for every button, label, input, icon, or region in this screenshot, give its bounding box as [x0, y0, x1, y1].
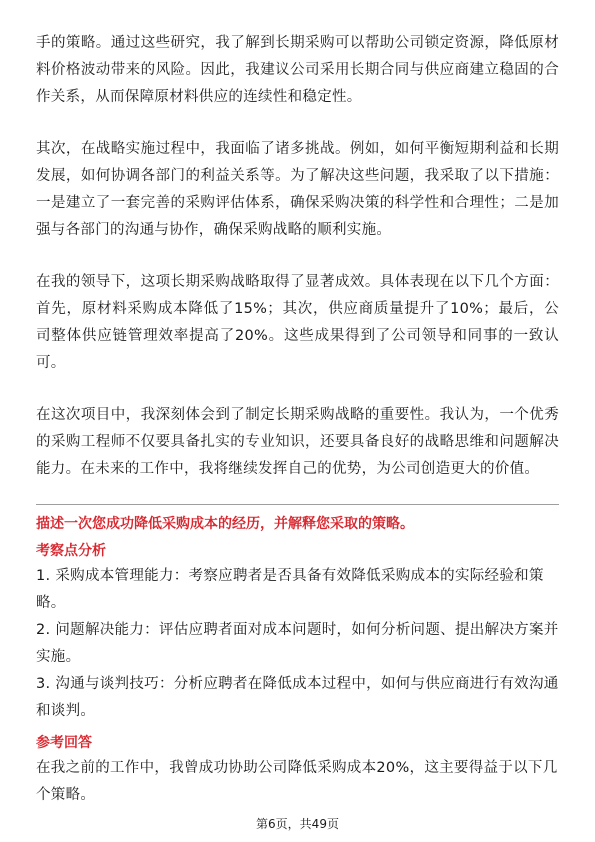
reference-answer: 在我之前的工作中，我曾成功协助公司降低采购成本20%，这主要得益于以下几个策略。: [36, 760, 558, 803]
body-paragraph: 其次，在战略实施过程中，我面临了诸多挑战。例如，如何平衡短期利益和长期发展，如何协调各部门的利益关系等。为了解决这些问题，我采取了以下措施：一是建立了一套完善的采购评估体系，确保采购决策的科学性和合理性；二是加强与各部门的沟通与协作，确保采购战略的顺利实施。: [36, 141, 559, 238]
question-heading: 描述一次您成功降低采购成本的经历，并解释您采取的策略。: [36, 516, 414, 532]
page-number: 第6页，共49页: [256, 817, 339, 831]
body-paragraph: 手的策略。通过这些研究，我了解到长期采购可以帮助公司锁定资源，降低原材料价格波动带来的风险。因此，我建议公司采用长期合同与供应商建立稳固的合作关系，从而保障原材料供应的连续性和稳定性。: [36, 35, 559, 105]
analysis-item: 3. 沟通与谈判技巧：分析应聘者在降低成本过程中，如何与供应商进行有效沟通和谈判。: [36, 676, 559, 719]
body-paragraph: 在我的领导下，这项长期采购战略取得了显著成效。具体表现在以下几个方面：首先，原材料采购成本降低了15%；其次，供应商质量提升了10%；最后，公司整体供应链管理效率提高了20%。这些成果得到了公司领导和同事的一致认可。: [36, 274, 559, 371]
analysis-heading: 考察点分析: [36, 543, 106, 559]
analysis-item: 1. 采购成本管理能力：考察应聘者是否具备有效降低采购成本的实际经验和策略。: [36, 568, 544, 611]
document-page: [36, 30, 559, 809]
body-paragraph: 在这次项目中，我深刻体会到了制定长期采购战略的重要性。我认为，一个优秀的采购工程师不仅要具备扎实的专业知识，还要具备良好的战略思维和问题解决能力。在未来的工作中，我将继续发挥自己的优势，为公司创造更大的价值。: [36, 407, 559, 477]
section-divider: [36, 504, 559, 505]
analysis-item: 2. 问题解决能力：评估应聘者面对成本问题时，如何分析问题、提出解决方案并实施。: [36, 622, 559, 665]
reference-heading: 参考回答: [36, 735, 92, 751]
